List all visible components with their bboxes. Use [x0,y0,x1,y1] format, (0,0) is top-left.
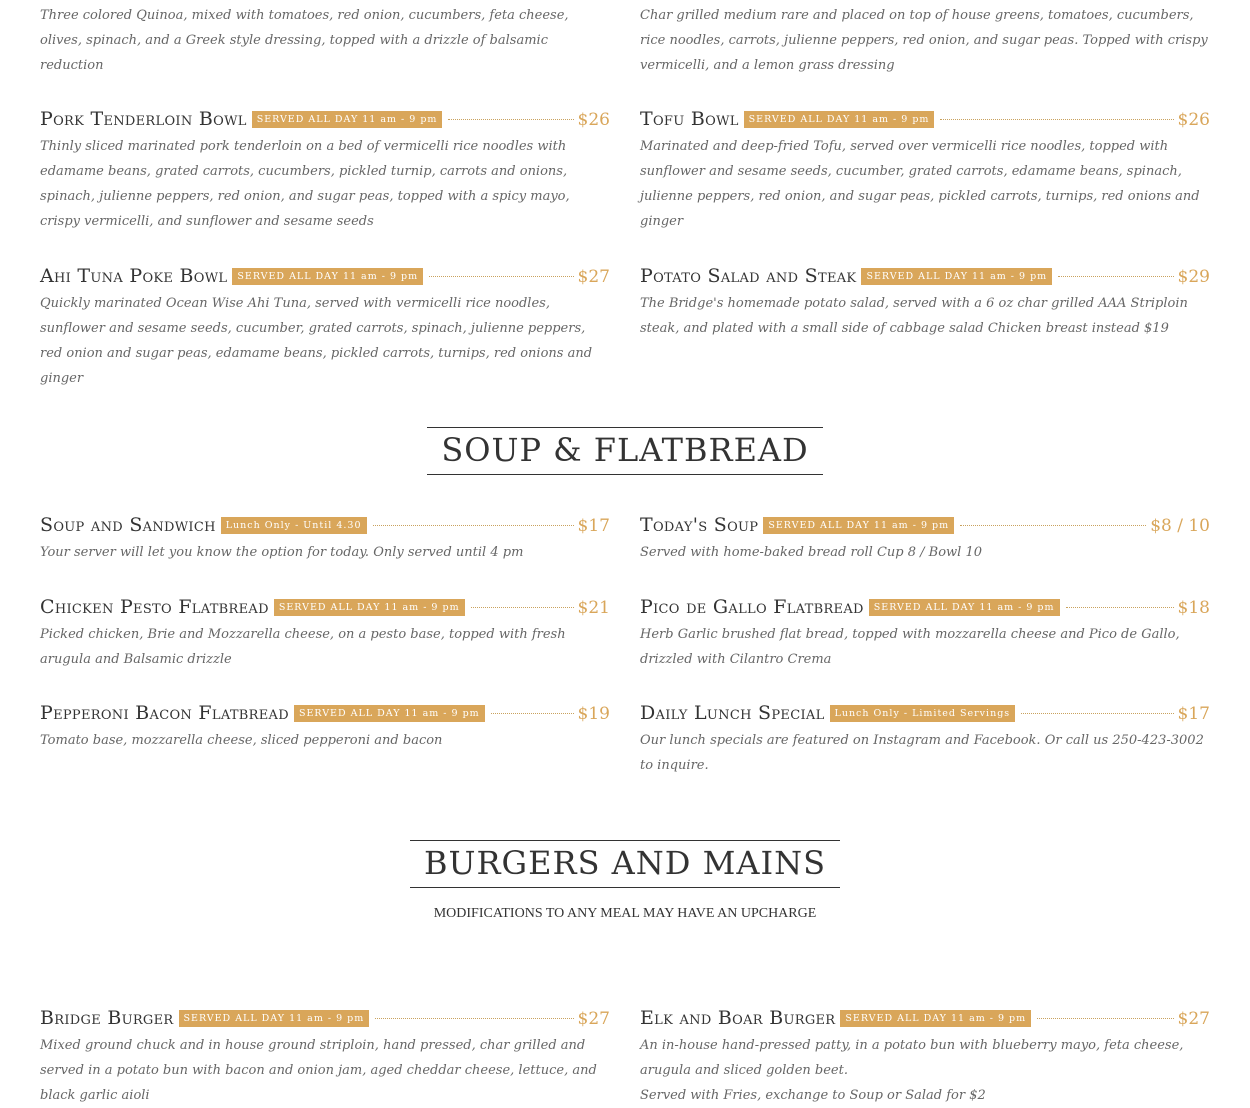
availability-badge: SERVED ALL DAY 11 am - 9 pm [274,599,465,616]
dot-leader [448,119,573,120]
availability-badge: Lunch Only - Limited Servings [830,705,1016,722]
item-price: $17 [1177,704,1210,724]
menu-item [40,265,610,391]
item-name: Daily Lunch Special [640,702,825,724]
item-price: $19 [577,704,610,724]
item-description: Tomato base, mozzarella cheese, sliced pepperoni and bacon [40,733,443,748]
section-heading [0,840,1250,888]
item-description: Our lunch specials are featured on Instagram and Facebook. Or call us 250-423-3002 to inquire. [640,733,1204,773]
menu-item [40,702,610,753]
section-title: BURGERS AND MAINS [410,840,840,888]
item-description: Three colored Quinoa, mixed with tomatoes, red onion, cucumbers, feta cheese, olives, spinach, and a Greek style dressing, topped with a drizzle of balsamic reduction [40,8,569,73]
item-name: Pepperoni Bacon Flatbread [40,702,289,724]
item-description: Mixed ground chuck and in house ground striploin, hand pressed, char grilled and served in a potato bun with bacon and onion jam, aged cheddar cheese, lettuce, and black garlic aioli [40,1038,597,1103]
availability-badge: SERVED ALL DAY 11 am - 9 pm [232,268,423,285]
availability-badge: SERVED ALL DAY 11 am - 9 pm [861,268,1052,285]
item-side-note: Served with Fries, exchange to Soup or Salad for $2 [640,1088,986,1103]
item-description: Thinly sliced marinated pork tenderloin on a bed of vermicelli rice noodles with edamame beans, grated carrots, cucumbers, pickled turnip, carrots and onions, spinach, julienne peppers, red onion, and sugar peas, topped with a spicy mayo, crispy vermicelli, and sunflower and sesame seeds [40,139,570,229]
dot-leader [471,607,574,608]
item-description: Char grilled medium rare and placed on top of house greens, tomatoes, cucumbers, rice noodles, carrots, julienne peppers, red onion, and sugar peas. Topped with crispy vermicelli, and a lemon grass dressing [640,8,1208,73]
dot-leader [429,276,573,277]
menu-item [640,265,1210,341]
availability-badge: SERVED ALL DAY 11 am - 9 pm [179,1010,370,1027]
item-description: Quickly marinated Ocean Wise Ahi Tuna, served with vermicelli rice noodles, sunflower and sesame seeds, cucumber, grated carrots, spinach, julienne peppers, red onion and sugar peas, edamame beans, pickled carrots, turnips, red onions and ginger [40,296,593,386]
menu-item [40,596,610,672]
item-price: $27 [577,267,610,287]
menu-item [40,108,610,234]
item-name: Potato Salad and Steak [640,265,857,287]
section-note: MODIFICATIONS TO ANY MEAL MAY HAVE AN UPCHARGE [433,906,817,921]
availability-badge: SERVED ALL DAY 11 am - 9 pm [840,1010,1031,1027]
item-description: The Bridge's homemade potato salad, served with a 6 oz char grilled AAA Striploin steak, and plated with a small side of cabbage salad Chicken breast instead $19 [640,296,1188,336]
menu-item [640,1007,1210,1108]
availability-badge: SERVED ALL DAY 11 am - 9 pm [294,705,485,722]
dot-leader [491,713,574,714]
item-price: $26 [1177,110,1210,130]
item-name: Pico de Gallo Flatbread [640,596,864,618]
availability-badge: SERVED ALL DAY 11 am - 9 pm [744,111,935,128]
item-name: Pork Tenderloin Bowl [40,108,247,130]
dot-leader [1058,276,1173,277]
availability-badge: SERVED ALL DAY 11 am - 9 pm [763,517,954,534]
dot-leader [1037,1018,1173,1019]
item-name: Chicken Pesto Flatbread [40,596,269,618]
menu-item [640,108,1210,234]
dot-leader [940,119,1173,120]
item-price: $27 [577,1009,610,1029]
section-title: SOUP & FLATBREAD [427,427,822,475]
item-name: Bridge Burger [40,1007,174,1029]
item-description: Herb Garlic brushed flat bread, topped with mozzarella cheese and Pico de Gallo, drizzled with Cilantro Crema [640,627,1180,667]
item-description: Served with home-baked bread roll Cup 8 / Bowl 10 [640,545,982,560]
menu-item [640,514,1210,565]
item-price: $8 / 10 [1150,516,1210,536]
item-name: Today's Soup [640,514,759,536]
availability-badge: SERVED ALL DAY 11 am - 9 pm [252,111,443,128]
menu-item [640,596,1210,672]
item-price: $27 [1177,1009,1210,1029]
menu-item [40,1007,610,1108]
dot-leader [375,1018,573,1019]
availability-badge: SERVED ALL DAY 11 am - 9 pm [869,599,1060,616]
item-price: $26 [577,110,610,130]
item-name: Tofu Bowl [640,108,739,130]
section-heading [0,427,1250,475]
item-description: Your server will let you know the option for today. Only served until 4 pm [40,545,524,560]
item-name: Ahi Tuna Poke Bowl [40,265,228,287]
item-price: $21 [577,598,610,618]
item-description: Picked chicken, Brie and Mozzarella cheese, on a pesto base, topped with fresh arugula and Balsamic drizzle [40,627,566,667]
menu-item [40,514,610,565]
item-price: $29 [1177,267,1210,287]
item-name: Soup and Sandwich [40,514,216,536]
item-description: An in-house hand-pressed patty, in a potato bun with blueberry mayo, feta cheese, arugula and sliced golden beet. [640,1038,1184,1078]
dot-leader [1021,713,1173,714]
dot-leader [960,525,1146,526]
availability-badge: Lunch Only - Until 4.30 [221,517,367,534]
item-price: $18 [1177,598,1210,618]
dot-leader [373,525,574,526]
item-name: Elk and Boar Burger [640,1007,836,1029]
menu-item [640,702,1210,778]
item-price: $17 [577,516,610,536]
item-description: Marinated and deep-fried Tofu, served over vermicelli rice noodles, topped with sunflower and sesame seeds, cucumber, grated carrots, edamame beans, spinach, julienne peppers, red onion, and sugar peas, pickled carrots, turnips, red onions and ginger [640,139,1200,229]
dot-leader [1066,607,1174,608]
